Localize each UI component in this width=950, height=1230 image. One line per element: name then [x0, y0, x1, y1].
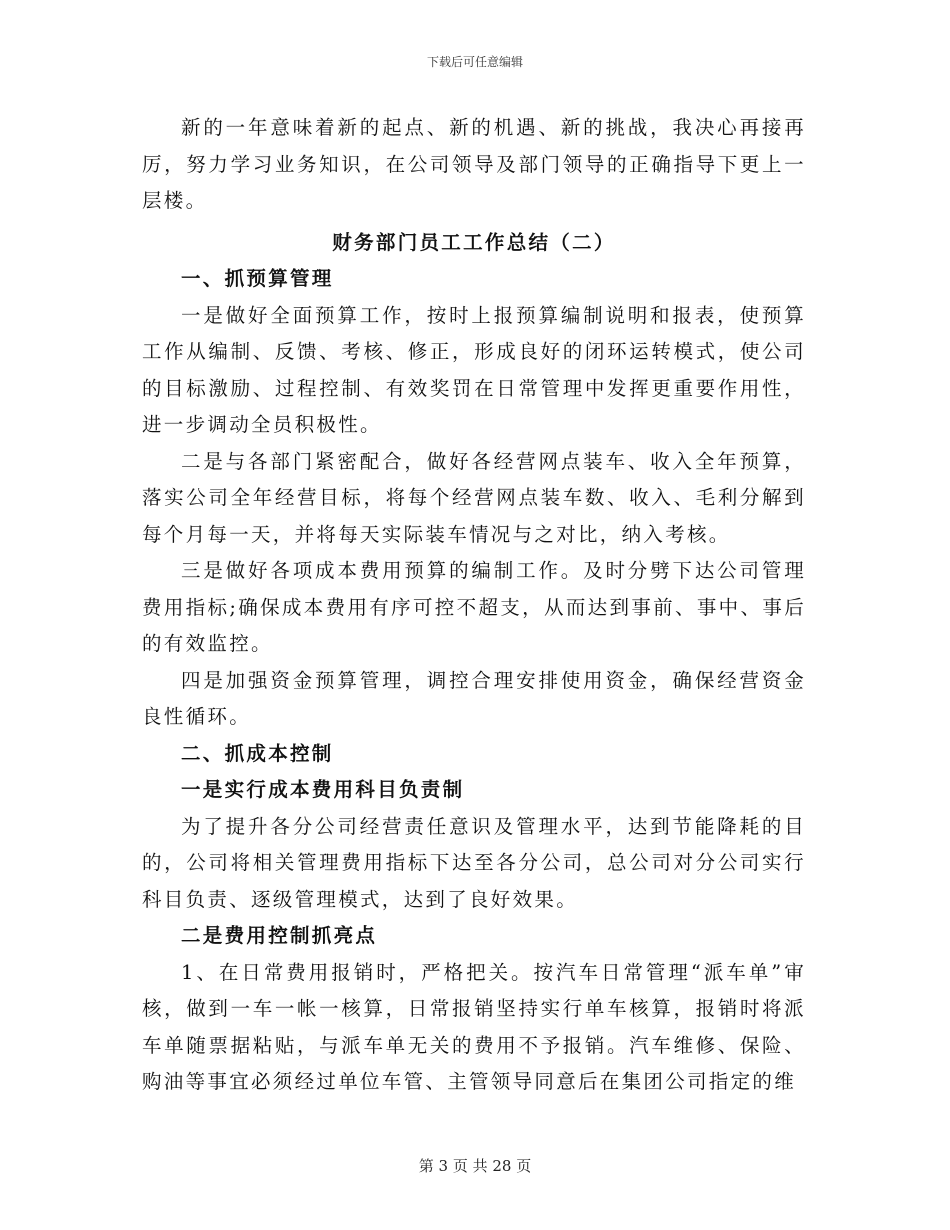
paragraph-closing-resolution: 新的一年意味着新的起点、新的机遇、新的挑战，我决心再接再厉，努力学习业务知识，在公司领导及部门领导的正确指导下更上一层楼。 — [142, 116, 806, 212]
paragraph-budget-3: 三是做好各项成本费用预算的编制工作。及时分劈下达公司管理费用指标;确保成本费用有序可控不超支，从而达到事前、事中、事后的有效监控。 — [142, 559, 806, 655]
heading-cost-control: 二、抓成本控制 — [181, 741, 334, 765]
subheading-responsibility-system: 一是实行成本费用科目负责制 — [181, 778, 465, 801]
paragraph-budget-4: 四是加强资金预算管理，调控合理安排使用资金，确保经营资金良性循环。 — [142, 668, 806, 728]
paragraph-expense-reimbursement: 1、在日常费用报销时，严格把关。按汽车日常管理“派车单”审核，做到一车一帐一核算，日常报销坚持实行单车核算，报销时将派车单随票据粘贴，与派车单无关的费用不予报销。汽车维修、保险、购油等事宜必须经过单位车管、主管领导同意后在集团公司指定的维 — [142, 960, 806, 1093]
subheading-expense-highlights: 二是费用控制抓亮点 — [181, 924, 378, 947]
section-title: 财务部门员工工作总结（二） — [332, 230, 616, 254]
page-number: 第 3 页 共 28 页 — [418, 1157, 532, 1175]
page-header: 下载后可任意编辑 — [426, 55, 523, 69]
paragraph-budget-2: 二是与各部门紧密配合，做好各经营网点装车、收入全年预算，落实公司全年经营目标，将每个经营网点装车数、收入、毛利分解到每个月每一天，并将每天实际装车情况与之对比，纳入考核。 — [142, 449, 806, 546]
document-body — [142, 110, 806, 1101]
paragraph-budget-1: 一是做好全面预算工作，按时上报预算编制说明和报表，使预算工作从编制、反馈、考核、修正，形成良好的闭环运转模式，使公司的目标激励、过程控制、有效奖罚在日常管理中发挥更重要作用性，进一步调动全员积极性。 — [142, 303, 806, 436]
heading-budget-management: 一、抓预算管理 — [181, 267, 334, 290]
paragraph-responsibility: 为了提升各分公司经营责任意识及管理水平，达到节能降耗的目的，公司将相关管理费用指标下达至各分公司，总公司对分公司实行科目负责、逐级管理模式，达到了良好效果。 — [142, 814, 806, 911]
